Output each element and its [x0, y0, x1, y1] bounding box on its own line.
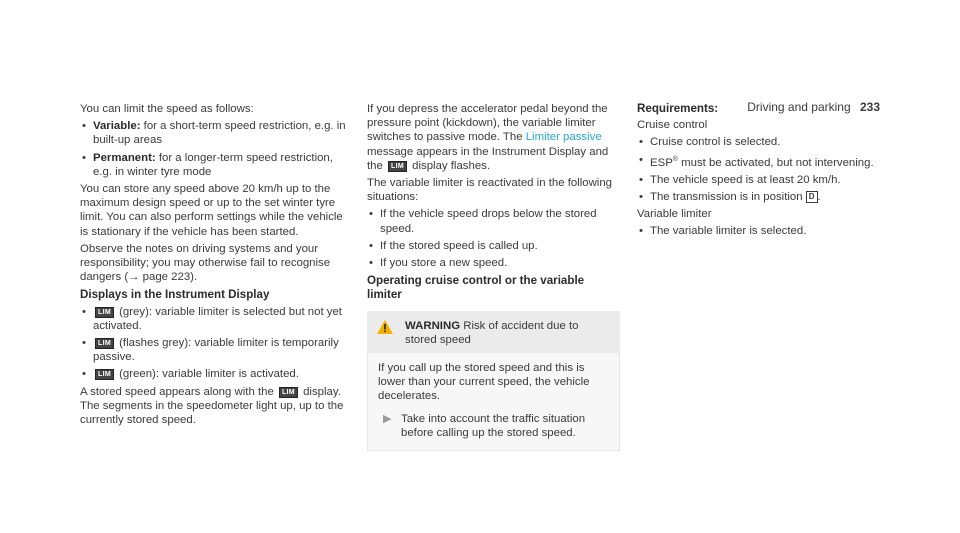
- store-speed-text: You can store any speed above 20 km/h up to the maximum design speed or up to the set winter tyre limit. You can also perform settings while the vehicle is stationary if the vehicle has been started.: [80, 183, 343, 238]
- stored-speed-text-a: A stored speed appears along with the: [80, 385, 274, 398]
- list-item: • Cruise control is selected.: [637, 135, 897, 149]
- section-heading: Operating cruise control or the variable limiter: [367, 274, 585, 302]
- kickdown-text-c: display flashes.: [412, 159, 491, 172]
- list-item: • The variable limiter is selected.: [637, 224, 897, 238]
- limit-type-list: [80, 119, 352, 179]
- cruise-control-label: Cruise control: [637, 119, 708, 132]
- warning-body: [367, 353, 620, 451]
- list-item: [80, 119, 352, 147]
- esp-text: must be activated, but not intervening.: [681, 156, 874, 169]
- lim-green-text: (green): variable limiter is activated.: [119, 368, 299, 381]
- list-item: • If the stored speed is called up.: [367, 239, 620, 253]
- limiter-requirements-list: [637, 224, 897, 238]
- section-title: Driving and parking: [747, 100, 851, 114]
- list-item: [637, 153, 897, 170]
- list-item: • If the vehicle speed drops below the stored speed.: [367, 207, 620, 235]
- kickdown-text: [367, 102, 620, 173]
- kickdown-text-b: message appears in the Instrument Display and the: [367, 145, 609, 172]
- list-item: [637, 190, 897, 204]
- lim-flash-text: (flashes grey): variable limiter is temporarily passive.: [93, 337, 339, 364]
- section-heading: Displays in the Instrument Display: [80, 288, 270, 302]
- stored-speed-text: [80, 385, 352, 428]
- stored-speed-text-b: display. The segments in the speedometer light up, up to the currently stored speed.: [80, 385, 344, 427]
- lim-icon: LIM: [95, 307, 114, 318]
- list-item: [80, 336, 352, 364]
- warning-title: WARNING: [405, 319, 461, 332]
- term-variable-text: for a short-term speed restriction, e.g. in built-up areas: [93, 120, 346, 147]
- term-permanent: Permanent:: [93, 151, 156, 164]
- observe-notes-text: Observe the notes on driving systems and your responsibility; you may otherwise fail to recognise dangers (→ page 223).: [80, 242, 331, 284]
- gear-d-icon: D: [806, 191, 818, 203]
- limiter-passive-link[interactable]: Limiter passive: [525, 131, 602, 144]
- lim-display-list: [80, 305, 352, 382]
- warning-header: [367, 311, 620, 353]
- transmission-text: The transmission is in position: [650, 190, 803, 203]
- transmission-end: .: [817, 190, 821, 203]
- reactivation-text: The variable limiter is reactivated in the following situations:: [367, 177, 613, 204]
- cruise-requirements-list: [637, 135, 897, 204]
- lim-icon: LIM: [95, 369, 114, 380]
- warning-title-wrap: [405, 319, 610, 347]
- registered-mark: ®: [672, 155, 678, 163]
- warning-action: [378, 412, 609, 440]
- list-item: [80, 305, 352, 333]
- intro-text: You can limit the speed as follows:: [80, 103, 254, 115]
- lim-icon: LIM: [95, 338, 114, 349]
- column-left: [80, 102, 352, 430]
- list-item: • If you store a new speed.: [367, 256, 620, 270]
- term-permanent-text: for a longer-term speed restriction, e.g. in winter tyre mode: [93, 151, 333, 178]
- page-number: 233: [859, 100, 880, 114]
- warning-box: [367, 311, 620, 451]
- list-item: [80, 151, 352, 179]
- triangle-right-icon: ▶: [383, 412, 392, 425]
- warning-body-text: If you call up the stored speed and this is lower than your current speed, the vehicle decelerates.: [378, 362, 590, 403]
- kickdown-text-a: If you depress the accelerator pedal beyond the pressure point (kickdown), the variable limiter switches to passive mode. The: [367, 103, 608, 144]
- column-right: [637, 102, 897, 241]
- variable-limiter-label: Variable limiter: [637, 208, 712, 221]
- lim-icon: LIM: [388, 161, 407, 172]
- esp-label: ESP: [650, 156, 673, 169]
- warning-title-text: Risk of accident due to stored speed: [405, 319, 579, 346]
- warning-triangle-icon: [377, 320, 395, 338]
- reactivation-list: [367, 207, 620, 270]
- term-variable: Variable:: [93, 120, 141, 133]
- column-middle: [367, 102, 620, 451]
- lim-grey-text: (grey): variable limiter is selected but not yet activated.: [93, 305, 342, 332]
- list-item: • The vehicle speed is at least 20 km/h.: [637, 173, 897, 187]
- list-item: [80, 367, 352, 381]
- lim-icon: LIM: [279, 387, 298, 398]
- requirements-heading: Requirements:: [637, 102, 719, 115]
- warning-action-text: Take into account the traffic situation before calling up the stored speed.: [401, 412, 586, 439]
